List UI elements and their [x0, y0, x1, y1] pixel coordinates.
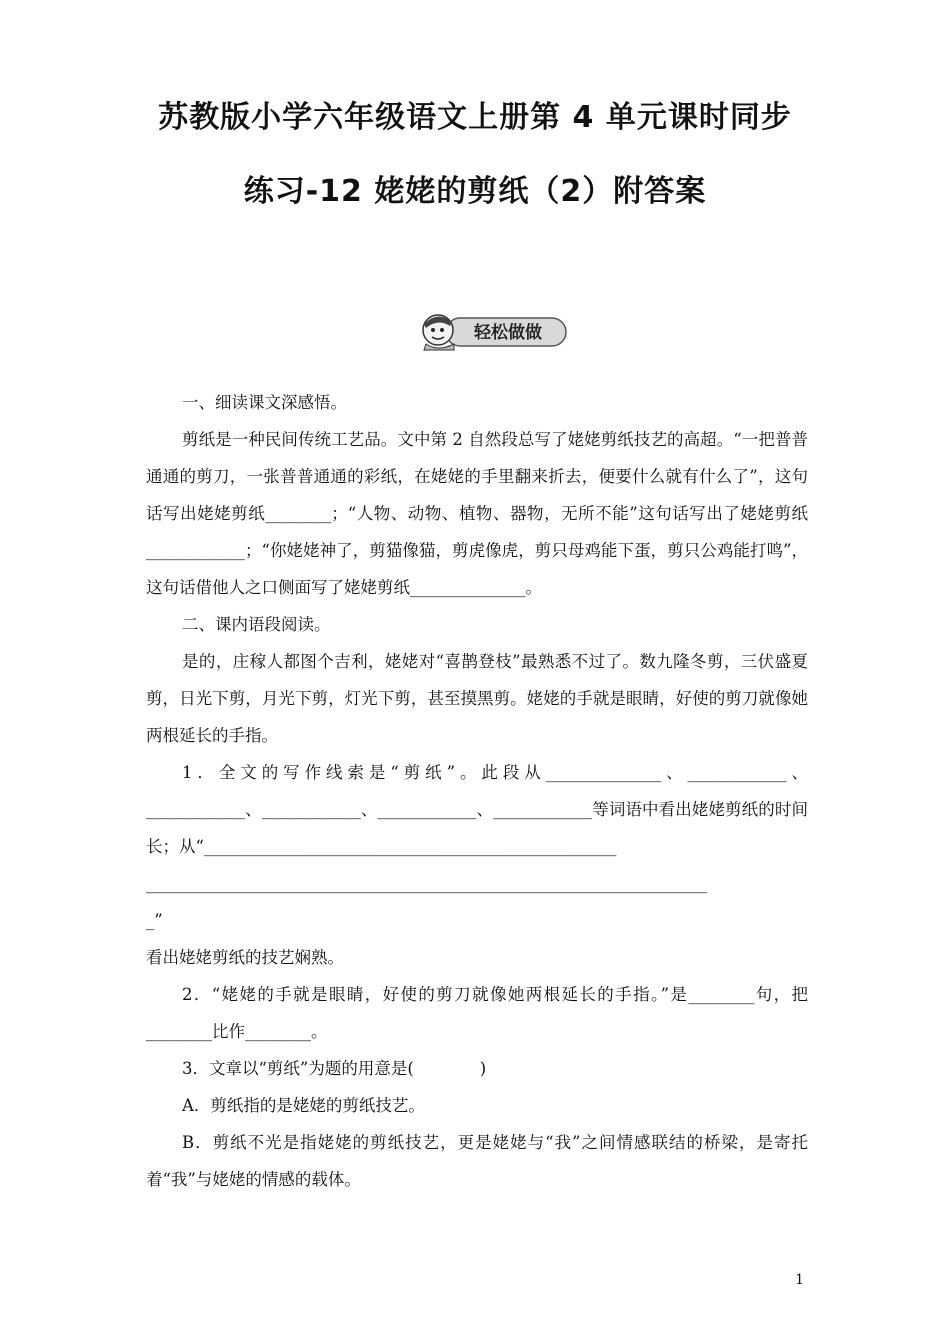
reading-passage: 是的，庄稼人都图个吉利，姥姥对“喜鹊登枝”最熟悉不过了。数九隆冬剪，三伏盛夏剪，日光下剪，月光下剪，灯光下剪，甚至摸黑剪。姥姥的手就是眼睛，好使的剪刀就像她两根延长的手指。 — [146, 652, 808, 745]
document-title-line-1: 苏教版小学六年级语文上册第 4 单元课时同步 — [158, 100, 792, 135]
document-title-line-2: 练习-12 姥姥的剪纸（2）附答案 — [243, 174, 707, 209]
question-1: 1．全文的写作线索是“剪纸”。此段从______________、____________、____________、____________、____________、____________等词语中看出姥姥剪纸的时间长；从“__________________________________________________ — [146, 763, 808, 856]
option-b: B．剪纸不光是指姥姥的剪纸技艺，更是姥姥与“我”之间情感联结的桥梁，是寄托着“我”与姥姥的情感的载体。 — [146, 1133, 808, 1189]
boy-mascot-icon — [414, 308, 570, 352]
question-1-blank-end: _” — [146, 911, 163, 930]
section-2-heading: 二、课内语段阅读。 — [182, 615, 331, 634]
page-number: 1 — [795, 1272, 804, 1288]
section-1-heading: 一、细读课文深感悟。 — [182, 393, 347, 412]
document-body — [146, 384, 808, 1198]
question-1-blank-line: ____________________________________________________________________ — [146, 874, 707, 893]
option-a: A．剪纸指的是姥姥的剪纸技艺。 — [182, 1096, 425, 1115]
badge-label: 轻松做做 — [474, 323, 542, 343]
question-1-tail: 看出姥姥剪纸的技艺娴熟。 — [146, 948, 344, 967]
question-2: 2．“姥姥的手就是眼睛，好使的剪刀就像她两根延长的手指。”是________句，把________比作________。 — [146, 985, 808, 1041]
section-badge — [414, 308, 570, 352]
question-3: 3．文章以“剪纸”为题的用意是( ) — [182, 1059, 487, 1078]
section-1-paragraph: 剪纸是一种民间传统工艺品。文中第 2 自然段总写了姥姥剪纸技艺的高超。“一把普普通通的剪刀，一张普普通通的彩纸，在姥姥的手里翻来折去，便要什么就有什么了”，这句话写出姥姥剪纸________；“人物、动物、植物、器物，无所不能”这句话写出了姥姥剪纸____________；“你姥姥神了，剪猫像猫，剪虎像虎，剪只母鸡能下蛋，剪只公鸡能打鸣”，这句话借他人之口侧面写了姥姥剪纸______________。 — [146, 430, 808, 597]
